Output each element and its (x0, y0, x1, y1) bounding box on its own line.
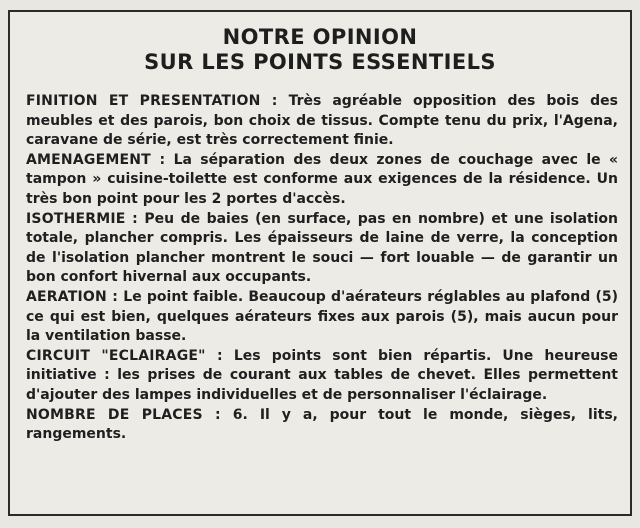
title-line-2: SUR LES POINTS ESSENTIELS (144, 50, 496, 74)
section-text: Le point faible. Beaucoup d'aérateurs réglables au plafond (5) ce qui est bien, quelques aérateurs fixes aux parois (5), mais aucun pour la ventilation basse. (26, 288, 618, 345)
section-amenagement (26, 151, 618, 210)
section-heading: CIRCUIT "ECLAIRAGE" : (26, 347, 223, 364)
title-line-1: NOTRE OPINION (222, 25, 418, 49)
section-heading: NOMBRE DE PLACES : (26, 406, 221, 423)
opinion-box (8, 10, 632, 516)
section-aeration (26, 288, 618, 347)
section-places (26, 406, 618, 445)
section-heading: AERATION : (26, 288, 119, 305)
section-finition (26, 92, 618, 151)
section-heading: FINITION ET PRESENTATION : (26, 93, 278, 109)
section-isothermie (26, 210, 618, 288)
section-text: Très agréable opposition des bois des meubles et des parois, bon choix de tissus. Compte tenu du prix, l'Agena, caravane de série, est très correctement finie. (26, 93, 619, 149)
section-text: Les points sont bien répartis. Une heureuse initiative : les prises de courant aux tables de chevet. Elles permettent d'ajouter des lampes individuelles et de personnaliser l'éclairage. (26, 347, 619, 403)
section-eclairage (26, 347, 618, 406)
article-body (26, 92, 618, 445)
section-text: Peu de baies (en surface, pas en nombre) et une isolation totale, plancher compris. Les épaisseurs de laine de verre, la conception de l'isolation plancher montrent le souci — fort louable — de garantir un bon confort hivernal aux occupants. (26, 210, 618, 286)
section-text: 6. Il y a, pour tout le monde, sièges, lits, rangements. (26, 406, 619, 443)
section-heading: ISOTHERMIE : (26, 210, 138, 227)
section-text: La séparation des deux zones de couchage avec le « tampon » cuisine-toilette est conforme aux exigences de la résidence. Un très bon point pour les 2 portes d'accès. (26, 151, 619, 207)
section-heading: AMENAGEMENT : (26, 151, 166, 168)
